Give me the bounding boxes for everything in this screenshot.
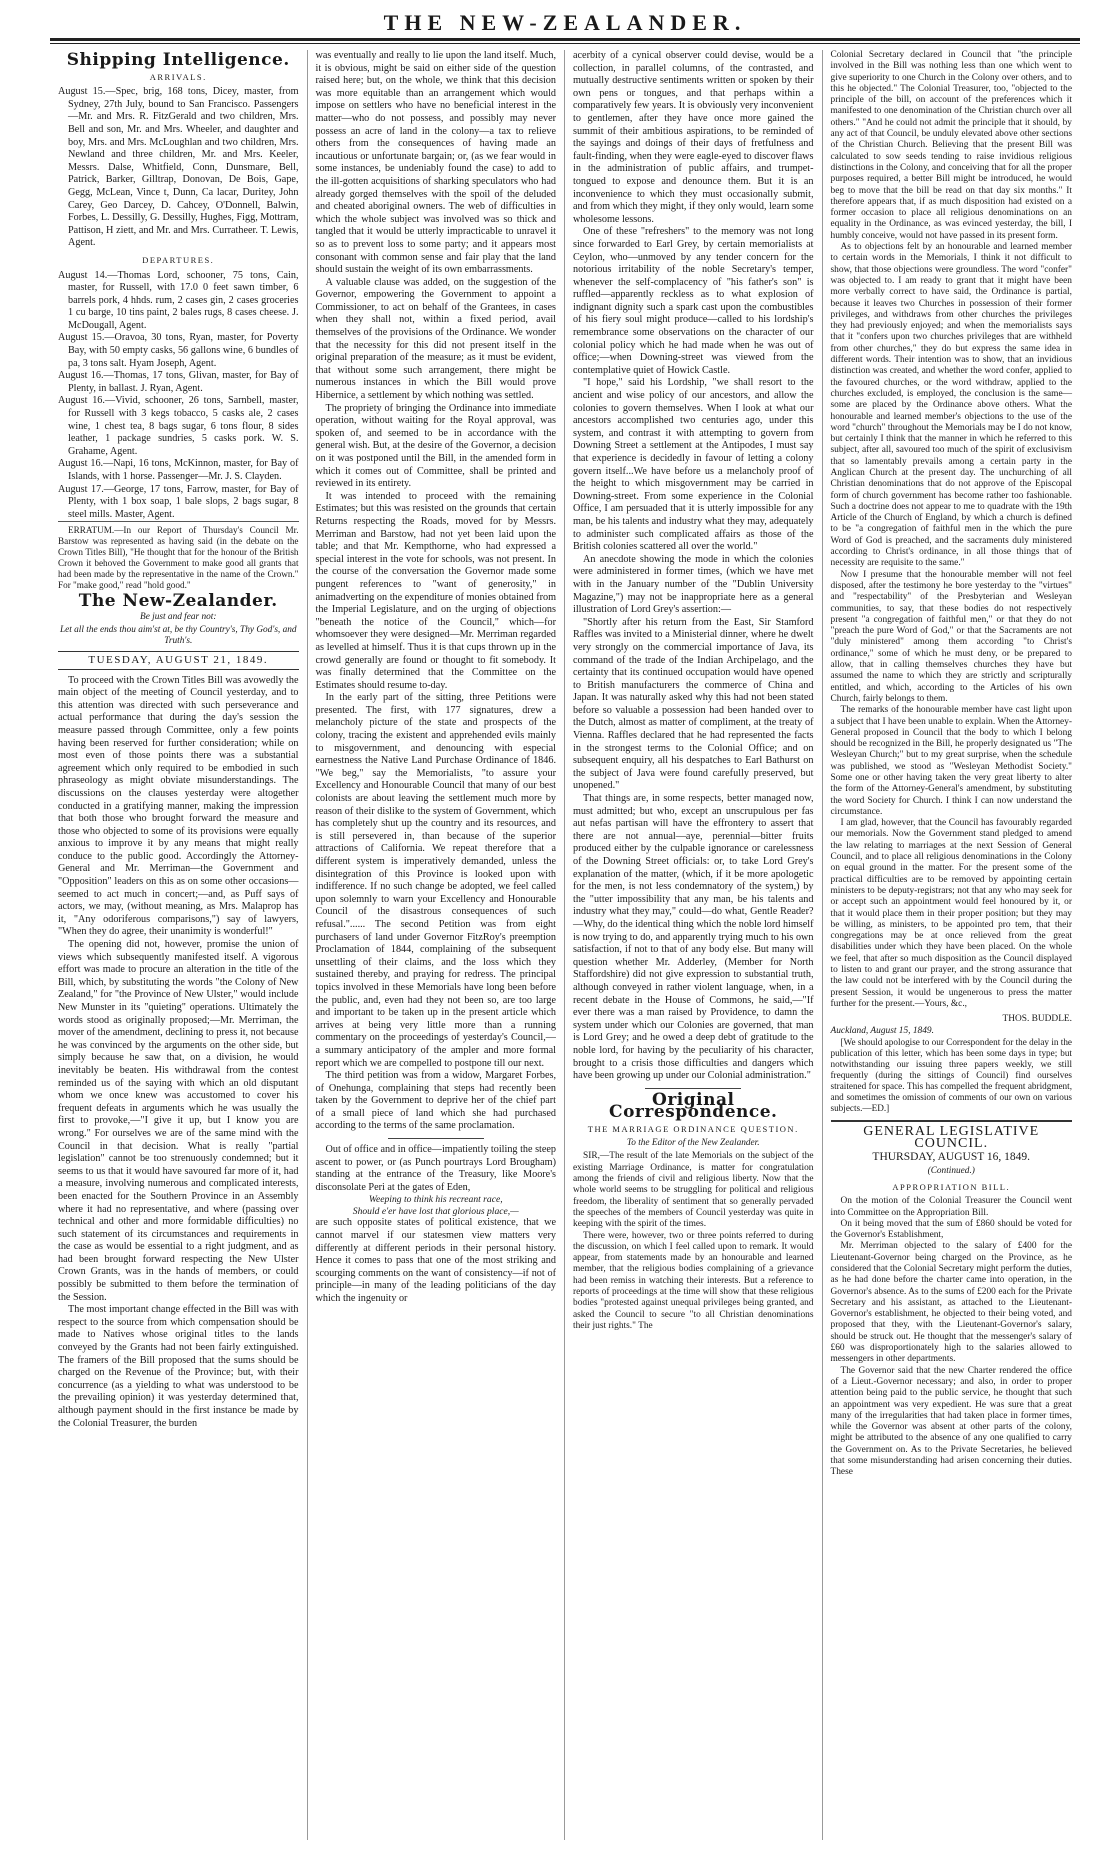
council-heading: GENERAL LEGISLATIVE COUNCIL. (831, 1120, 1073, 1151)
editorial-paragraph: are such opposite states of political existence, that we cannot marvel if our statesmen view matters very differently at different periods in their personal history. Hence it comes to pass that one of the most striking and scourging comments on the want of consistency—if not of principle—in many of the leading politicians of the day which the ingenuity or (315, 1217, 556, 1304)
letter-place-date: Auckland, August 15, 1849. (830, 1025, 934, 1036)
editorial-paragraph: The propriety of bringing the Ordinance into immediate operation, without waiting for the Royal approval, was spoken of, and seemed to be in accordance with the general wish. But, at the desire of the Governor, a decision on it was postponed until the Bill, in the amended form in which it comes out of Committee, shall be printed and reviewed in its entirety. (315, 402, 556, 490)
letter-addressee: To the Editor of the New Zealander. (626, 1138, 760, 1149)
council-paragraph: On the motion of the Colonial Treasurer the Council went into Committee on the Appropriation Bill. (830, 1196, 1072, 1218)
departure-entry: August 16.—Napi, 16 tons, McKinnon, master, for Bay of Islands, with 1 horse. Passenger—Mr. J. S. Clayden. (58, 458, 299, 482)
letter-paragraph: There were, however, two or three points referred to during the discussion, on which I feel called upon to remark. It would appear, from statements made by an honourable and learned member, that the religious bodies complaining of a grievance had been remiss in watching their interests. But a reference to reports of proceedings at the time will show that these religious bodies "protested against unequal privileges being granted, and asked the Council to secure "to all Christian denominations their just rights." The (573, 1230, 814, 1331)
masthead: THE NEW-ZEALANDER. (383, 10, 747, 35)
editorial-paragraph: A valuable clause was added, on the suggestion of the Governor, empowering the Government to appoint a Commissioner, to act on behalf of the Grantees, in cases when they shall not, within a fixed period, avail themselves of the provisions of the Ordinance. We wonder that the necessity for this did not present itself in the original preparation of the measure; as it must be evident, that without some such arrangement, there might be numerous instances in which the Bill would prove Hibernice, a settlement by which nothing was settled. (315, 276, 556, 402)
editorial-paragraph: It was intended to proceed with the remaining Estimates; but this was resisted on the grounds that certain Returns respecting the Roads, moved for by Messrs. Merriman and Barstow, had not yet been laid upon the table; and that Mr. Kempthorne, who had expressed a special interest in the vote for schools, was not present. In the course of the conversation the Governor made some pungent references to "want of generosity," in animadverting on the expenditure of monies obtained from the Imperial Legislature, and on the urging of objections "beneath the notice of the Council," which—for whomsoever they were designed—Mr. Merriman regarded as levelled at himself. Thus it is that cups thrown up in the crowd generally are found or thought to fit somebody. It was finally determined that the Committee on the Estimates should resume to-day. (315, 490, 556, 691)
letter-signature: THOS. BUDDLE. (1002, 1014, 1072, 1025)
column-1 (50, 50, 308, 1840)
motto-line-1: Be just and fear not: (140, 611, 217, 622)
verse-line: Weeping to think his recreant race, (368, 1194, 503, 1206)
section-divider (388, 1138, 484, 1139)
council-continued: (Continued.) (927, 1165, 975, 1176)
column-3 (565, 50, 823, 1840)
editorial-paragraph: An anecdote showing the mode in which the colonies were administered in former times, (which we have met with in the January number of the "Dublin University Magazine,") may not be inappropriate here as a general illustration of Lord Grey's assertion:— (573, 553, 814, 616)
departure-entry: August 15.—Oravoa, 30 tons, Ryan, master, for Poverty Bay, with 50 empty casks, 56 gallons wine, 6 bundles of pa, 3 tons salt. Hyam Joseph, Agent. (58, 332, 299, 369)
editorial-paragraph: That things are, in some respects, better managed now, must admitted; but who, except an unscrupulous per fas aut nefas partisan will have the effrontery to assert that there are not annual—aye, perennial—bitter fruits produced either by the culpable ignorance or carelessness of the Downing Street officials: or, to take Lord Grey's explanation of the matter, (which, if it be more apologetic for the men, is not less condemnatory of the system,) by the "utter impossibility that any man, be his talents and industry what they may," could—do what, Gentle Reader?—Why, do the identical thing which the noble lord himself is now trying to do, and apparently trying much to his own satisfaction, if not to that of any body else. But many will question whether Mr. Adderley, (Member for North Staffordshire) did not give expression to substantial truth, although conveyed in rather violent language, when, in a recent debate in the House of Commons, he said,—"If ever there was a man raised by Providence, to damn the system under which our Colonies are governed, that man is Lord Grey; and he owed a deep debt of gratitude to the noble lord, for having by the peculiarity of his character, brought to a crisis those difficulties and dangers which have been growing up under our Colonial administration." (573, 793, 814, 1082)
council-paragraph: Mr. Merriman objected to the salary of £400 for the Lieutenant-Governor being charged on the Province, as he considered that the Colonial Secretary might perform the duties, as he had done before the charter came into operation, in the Governor's absence. As to the sums of £200 each for the Private Secretary and his assistant, as attached to the Lieutenant-Governor's establishment, he objected to their being voted, and proposed that they, with the Lieutenant-Governor's salary, should be struck out. He thought that the messenger's salary of £60 was disproportionately high to the salaries allowed to messengers in other departments. (830, 1241, 1072, 1365)
editorial-paragraph: The third petition was from a widow, Margaret Forbes, of Onehunga, complaining that steps had recently been taken by the Government to deprive her of the chief part of a small piece of land which she had purchased according to the terms of the same proclamation. (315, 1070, 556, 1132)
departure-entry: August 16.—Vivid, schooner, 26 tons, Sarnbell, master, for Russell with 3 kegs tobacco, 5 casks ale, 2 cases wine, 1 chest tea, 8 bags sugar, 6 tons flour, 8 sides leather, 1 package sundries, 5 casks pork. W. S. Grahame, Agent. (58, 395, 299, 457)
departure-entry: August 17.—George, 17 tons, Farrow, master, for Bay of Plenty, with 1 box soap, 1 bale slops, 2 bags sugar, 8 steel mills. Master, Agent. (58, 483, 299, 520)
column-2 (308, 50, 566, 1840)
letter-paragraph: Now I presume that the honourable member will not feel disposed, after the testimony he bore yesterday to the "virtues" and "respectability" of the Presbyterian and Wesleyan communities, to say, that these bodies do not respectively present "a congregation of faithful men," or that they do not "preach the pure Word of God," or that the Sacraments are not "duly ministered" among them according "to Christ's ordinance," some of which he must deny, or be prepared to allow, that in calling themselves churches they have but assumed the name to which they are strictly and scripturally entitled, and which, according to the Articles of his own Church, fairly belongs to them. (830, 569, 1072, 704)
editorial-paragraph: was eventually and really to lie upon the land itself. Much, it is obvious, might be said on either side of the question raised here; but, on the whole, we think that this decision was more equitable than an arrangement which would impose on settlers who have no beneficial interest in the matter—who do not possess, and possibly may never possess an acre of land in the colony—a tax to relieve others from the consequences of having made an incautious or unfortunate bargain; or, (as we fear would in some instances, be undeniably found the case) to add to the ill-gotten acquisitions of sharking speculators who had already gorged themselves with the spoil of the deluded and cheated aboriginal owners. The web of difficulties in which the whole subject was involved was so thick and tangled that it would be utterly impracticable to unravel it so as to prevent loss to some party; and it appears most consonant with common sense and fair play that the land should sustain the weight of its own embarrassments. (315, 50, 556, 276)
editorial-paragraph: The most important change effected in the Bill was with respect to the source from which compensation should be made to Natives whose original titles to the lands conveyed by the Grants had not been fairly extinguished. The framers of the Bill proposed that the sums should be charged on the Revenue of the Province; but, with their concurrence (as a yielding to what was understood to be the prevailing opinion) it was yesterday determined that, although payment should in the first instance be made by the Colonial Treasurer, the burden (58, 1304, 299, 1429)
verse-line: Should e'er have lost that glorious place,— (352, 1205, 519, 1217)
correspondence-heading: Original Correspondence. (609, 1089, 778, 1123)
council-paragraph: The Governor said that the new Charter rendered the office of a Lieut.-Governor necessary; and also, in order to proper attention being paid to the public service, he thought that such an appointment was very expedient. He was sure that a great many of the irregularities that had taken place in former times, while the Governor was absent at other parts of the colony, might be attributed to the absence of any one qualified to carry the Government on. As to the Private Secretaries, he believed that some misunderstanding had arisen concerning their duties. These (830, 1365, 1072, 1478)
editorial-paragraph: In the early part of the sitting, three Petitions were presented. The first, with 177 signatures, drew a melancholy picture of the state and prospects of the colony, tracing the existent and apprehended evils mainly to misgovernment, and denouncing with especial earnestness the Native Land Purchase Ordinance of 1846. "We beg," say the Memorialists, "to assure your Excellency and Honourable Council that many of our best colonists are about leaving the settlement much more by reason of their dislike to the system of Government, which has completely shut up the country and its resources, and is still persevered in, than because of the superior attractions of California. We repeat therefore that a different system is imperatively demanded, unless the disintegration of this Province is looked upon with indifference. If no such change be adopted, we feel called upon solemnly to warn your Excellency and Honourable Council of the disastrous consequences of such refusal."...... The second Petition was from eight purchasers of land under Governor FitzRoy's preemption Proclamation of 1844, complaining of the subsequent unsettling of their claims, and the loss which they sustained thereby, and praying for redress. The principal topics involved in these Memorials have long been before the public, and, even had they not been so, are too large and important to be taken up in the present article which arrives at being very little more than a running commentary on the proceedings of yesterday's Council,—a summary anticipatory of the ampler and more formal report which we are compelled to postpone till our next. (315, 692, 556, 1069)
masthead-rule (50, 38, 1080, 44)
editorial-date: TUESDAY, AUGUST 21, 1849. (58, 651, 299, 670)
letter-paragraph: Colonial Secretary declared in Council that "the principle involved in the Bill was nothing less than one which went to give superiority to one Church in the Colony over others, and to this he objected." The Colonial Treasurer, too, "objected to the principle of the bill, on account of the preferences which it manifested to one denomination of the Christian church over all others." "And he could not admit the principle that it should, by any act of that Council, be unduly elevated above other sections of the Christian Church. Believing that the present Bill was calculated to sow seeds tending to raise invidious religious distinctions in the Colony, and conceiving that for all the proper purposes required, a better Bill might be introduced, he would beg to move that the bill be read on that day six months." It therefore appears that, if as much disposition had existed on a former occasion to place all religious denominations on an equality in the Ordinance, as was evinced yesterday, the bill, I humbly conceive, would not have passed in its present form. (830, 50, 1072, 241)
motto-line-2: Let all the ends thou aim'st at, be thy Country's, Thy God's, and Truth's. (59, 624, 297, 646)
letter-paragraph: The remarks of the honourable member have cast light upon a subject that I have been unable to explain. When the Attorney-General proposed in Council that the body to which I belong should be recognized in the Bill, he properly designated us "The Wesleyan Church;" but to my great surprise, when the schedule was published, we stood as "Wesleyan Methodist Society." Some one or other having taken the very great liberty to alter the form of the Attorney-General's amendment, by substituting the word Society for Church. I think I can now understand the circumstance. (830, 705, 1072, 817)
departure-entry: August 16.—Thomas, 17 tons, Glivan, master, for Bay of Plenty, in ballast. J. Ryan, Agent. (58, 370, 299, 394)
council-date: THURSDAY, AUGUST 16, 1849. (872, 1151, 1031, 1164)
editorial-paragraph: To proceed with the Crown Titles Bill was avowedly the main object of the meeting of Council yesterday, and to this attention was directed with such perseverance and actual performance that during the day's session the measure passed through Committee, only a few points having been reserved for further consideration; while on most even of those points there was a substantial agreement which only required to be embodied in such phraseology as might obviate misunderstandings. The discussions on the clauses yesterday were altogether conducted in a gratifying manner, making the impression that both those who brought forward the measure and those who objected to some of its provisions were equally anxious to improve it by any means that might really conduce to the public good. Accordingly the Attorney-General and Mr. Merriman—the Government and "Opposition" leaders on this as on some other occasions—seemed to act much in concert;—and, as Puff says of actors, we may, (without meaning, as Mrs. Malaprop has it, "Any odoriferous comparisons,") say of lawyers, "When they do agree, their unanimity is wonderful!" (58, 674, 299, 938)
editorial-paragraph: "Shortly after his return from the East, Sir Stamford Raffles was invited to a Ministerial dinner, where he dwelt very strongly on the commercial importance of Java, its command of the trade of the Indian Archipelago, and the certainty that its continued occupation would have opened to British manufacturers the commerce of China and Japan. It was naturally asked why this had not been stated before so valuable a possession had been handed over to the Dutch, almost as matter of compliment, at the treaty of Vienna. Raffles declared that he had represented the facts in the strongest terms to the Colonial Office; and on subsequent enquiry, all his despatches to Earl Bathurst on the subject of Java were found carefully preserved, but unopened." (573, 616, 814, 792)
departure-entry: August 14.—Thomas Lord, schooner, 75 tons, Cain, master, for Russell, with 17.0 0 feet sawn timber, 6 barrels pork, 4 hhds. rum, 2 cases gin, 2 cases groceries 1 cu barge, 10 tins paint, 2 bales rugs, 8 cases cheese. J. McDougall, Agent. (58, 269, 299, 331)
column-4 (823, 50, 1081, 1840)
erratum: ERRATUM.—In our Report of Thursday's Council Mr. Barstow was represented as having said (in the debate on the Crown Titles Bill), "He thought that for the honour of the British Crown it behoved the Government to make good all grants that had been made by the representative in the name of the Crown." For "make good," read "hold good." (58, 521, 299, 591)
letter-paragraph: SIR,—The result of the late Memorials on the subject of the existing Marriage Ordinance, is matter for congratulation among the friends of civil and religious liberty. Now that the whole world seems to be struggling for political and religious freedom, the liberality of sentiment that so generally pervaded the speeches of the members of Council yesterday was quite in keeping with the spirit of the times. (573, 1151, 814, 1230)
council-subject: APPROPRIATION BILL. (892, 1181, 1011, 1192)
letter-paragraph: As to objections felt by an honourable and learned member to certain words in the Memorials, I think it not difficult to show, that those objections were groundless. The word "confer" was objected to. I am ready to grant that it might have been more verbally correct to have said, the Ordinance is partial, because it leaves two Churches in possession of their former privileges, and withdraws from other churches the privileges they had previously enjoyed; and when the memorialists says that it "confers upon two churches privileges that are withheld from other churches," they do but express the same idea in different words. Their intention was to show, that an invidious distinction was created, and whether the word confer, applied to the favoured churches, or the word withdraw, applied to the churches excluded, is employed, the conclusion is the same—some are placed by the Ordinance above others. What the honourable and learned member's objections to the use of the word "church" throughout the Memorials may be I do not know, but certainly I think that the manner in which he referred to this subject, after all, savoured too much of the spirit of exclusivism that so lamentably prevails among a certain party in the Anglican Church at the present day. The unchurching of all Christian denominations that do not approve of the Episcopal form of church government has become rather too fashionable. Such a doctrine does not appear to me to quadrate with the 19th Article of the Church of England, by which a church is defined to be "a congregation of faithful men in the which the pure Word of God is preached, and the sacraments duly ministered according to Christ's ordinance, in all those things that of necessity are requisite to the same." (830, 242, 1072, 569)
editorial-paragraph: acerbity of a cynical observer could devise, would be a collection, in parallel columns, of the contrasted, and mutually destructive sentiments written or spoken by their own pens or tongues, and that perhaps within a comparatively few years. It is obviously very inconvenient to gentlemen, after they have once more gained the summit of their ambitious aspirations, to be reminded of the sayings and doings of their days of fretfulness and fault-finding, when they were eagle-eyed to discover flaws in the administration of public affairs, and trumpet-tongued to expose and denounce them. But it is an inconvenience to which they must occasionally submit, and from which they might, if they only would, learn some wholesome lessons. (573, 50, 814, 225)
columns (50, 50, 1080, 1840)
letter-title: THE MARRIAGE ORDINANCE QUESTION. (587, 1123, 799, 1134)
shipping-heading: Shipping Intelligence. (66, 50, 290, 70)
paper-name: The New-Zealander. (78, 591, 278, 612)
section-divider (645, 1088, 741, 1089)
council-paragraph: On it being moved that the sum of £860 should be voted for the Governor's Establishment, (830, 1218, 1072, 1241)
letter-paragraph: I am glad, however, that the Council has favourably regarded our memorials. Now the Government stand pledged to amend the law relating to marriages at the next Session of General Council, and to place all religious denominations in the Colony on equal ground in the matter. For the present some of the practical difficulties are to be removed by appointing certain ministers to be deputy-registrars; not that any who may seek for or accept such an appointment would feel honoured by it, or that it would place them in their proper position; but they may be willing, as ministers, to be appointed pro tem, that their congregations may be at once relieved from the great disabilities under which they have been placed. On the whole we feel, that after so much disposition as the Council displayed to listen to and grant our prayer, and the strong assurance that the law could not be interfered with by the Council during the present Session, it would be ungenerous to press the matter further for the present.—Yours, &c., (830, 818, 1072, 1009)
newspaper-page (50, 8, 1080, 1843)
editorial-paragraph: "I hope," said his Lordship, "we shall resort to the ancient and wise policy of our ancestors, and allow the colonies to govern themselves. When I look at what our ancestors accomplished two centuries ago, under this system, and contrast it with attempting to govern from Downing Street a settlement at the Antipodes, I must say that experience is decidedly in favour of letting a colony govern itself...We have before us a melancholy proof of the height to which misgovernment may be carried in Downing-street. From some experience in the Colonial Office, I am persuaded that it is utterly impossible for any man, be his talents and industry what they may, adequately to administer such complicated affairs as those of the British colonies scattered all over the world." (573, 377, 814, 553)
arrivals-label: ARRIVALS. (149, 71, 207, 82)
arrival-entry: August 15.—Spec, brig, 168 tons, Dicey, master, from Sydney, 27th July, bound to San Francisco. Passengers—Mr. and Mrs. R. FitzGerald and two children, Mrs. Bell and son, Mr. and Mrs. Wheeler, and daughter and boy, Mrs. and Mrs. McLoughlan and two children, Mrs. Newland and three children, Mr. and Mrs. Keeler, Messrs. Dalse, Whitfield, Conn, Dunsmare, Bell, Patrick, Barker, Gilltrap, Donovan, De Bois, Gape, Gegg, McLean, Vince t, Dunn, Ca lacar, Duritey, John Carey, Geo Darcey, D. Cahcey, O'Donnell, Balwin, Forbes, L. Dessilly, G. Dessilly, Hughes, Figg, Mottram, Pattison, H ziett, and Mr. and Mrs. Curratheer. T. Lewis, Agent. (58, 86, 299, 249)
editor-note: [We should apologise to our Correspondent for the delay in the publication of this letter, which has been some days in type; but notwithstanding our issuing three papers weekly, we still frequently (during the sittings of Council) find ourselves straitened for space. This has compelled the frequent abridgment, and sometimes the omission of comments of our own on various subjects.—ED.] (830, 1036, 1072, 1113)
editorial-paragraph: The opening did not, however, promise the union of views which subsequently manifested itself. A vigorous effort was made to procure an alteration in the title of the Bill, which, by substituting the words "the Colony of New Zealand," for "the Province of New Ulster," would include New Munster in its "quieting" operations. Ultimately the words stood as originally proposed;—Mr. Merriman, the mover of the amendment, declining to press it, not because he was convinced by the arguments on the other side, but simply because he saw that, on a division, he would inevitably be beaten. His withdrawal from the contest reminded us of the saying with which an old disputant whom we once knew was accustomed to cover his frequent defeats in arguments which he was usually the first to provoke,—"I give it up, but I know you are wrong." For ourselves we are of the same mind with the Council in that decision. What is really "partial legislation" cannot be too strenuously condemned; but it seems to us that it would have savoured far more of it, had a measure, involving numerous and complicated interests, been enacted for the Southern Province in an Assembly where it had no representative, and where (passing over technical and other and more formidable difficulties) no such statement of its circumstances and requirements in the case as would be essential to a right judgment, and as had been brought forward respecting the New Ulster Crown Grants, was in the hands of members, or could possibly be submitted to them before the termination of the Session. (58, 939, 299, 1303)
editorial-paragraph: One of these "refreshers" to the memory was not long since forwarded to Earl Grey, by certain memorialists at Ceylon, who—unmoved by any tender concern for the notorious irritability of the noble Secretary's temper, whenever the self-complacency of "his father's son" is ruffled—apparently reckless as to what explosion of indignant dignity such a spark cast upon the combustibles of his fiery soul might produce—called to his lordship's remembrance some observations on the character of our colonial policy which he had made when he was out of office;—when Downing-street was viewed from the contemplative quiet of Howick Castle. (573, 226, 814, 376)
editorial-paragraph: Out of office and in office—impatiently toiling the steep ascent to power, or (as Punch pourtrays Lord Brougham) standing at the entrance of the Treasury, like Moore's disconsolate Peri at the gates of Eden, (315, 1144, 556, 1193)
departures-label: DEPARTURES. (142, 254, 215, 265)
